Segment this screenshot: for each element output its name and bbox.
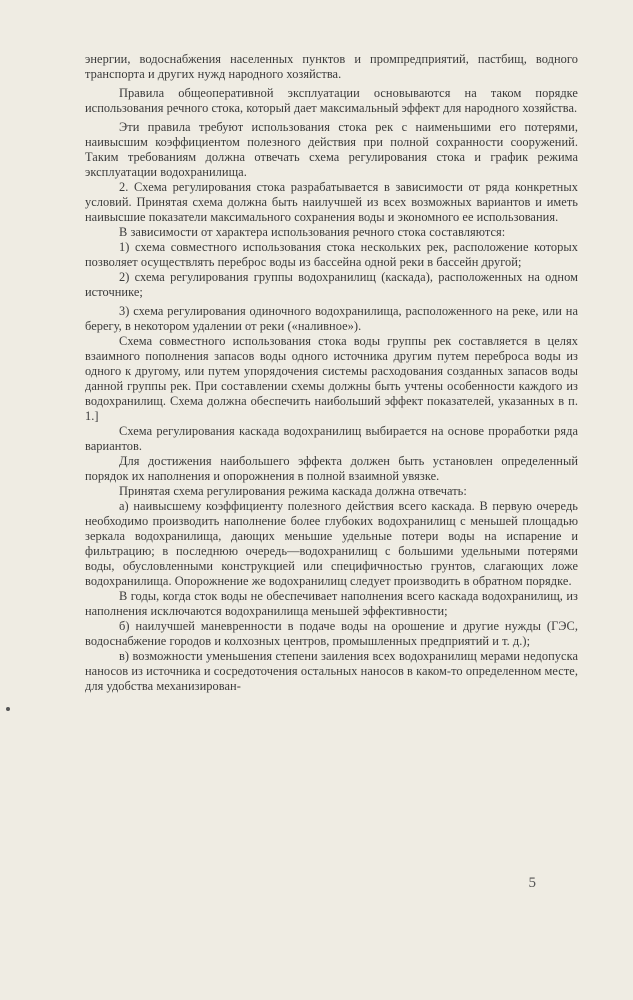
scan-speck	[6, 707, 10, 711]
paragraph-10: Схема регулирования каскада водохранилищ выбирается на основе проработки ряда вариантов.	[85, 424, 578, 453]
paragraph-4: 2. Схема регулирования стока разрабатывается в зависимости от ряда конкретных условий. Принятая схема должна быть наилучшей из всех возможных вариантов и иметь наивысшие показатели максимального сохранения воды и экономного ее использования.	[85, 180, 578, 224]
paragraph-15: б) наилучшей маневренности в подаче воды на орошение и другие нужды (ГЭС, водоснабжение городов и колхозных центров, промышленных предприятий и т. д.);	[85, 619, 578, 648]
paragraph-11: Для достижения наибольшего эффекта должен быть установлен определенный порядок их наполнения и опорожнения в полной взаимной увязке.	[85, 454, 578, 483]
paragraph-14: В годы, когда сток воды не обеспечивает наполнения всего каскада водохранилищ, из наполнения исключаются водохранилища меньшей эффективности;	[85, 589, 578, 618]
paragraph-16: в) возможности уменьшения степени заиления всех водохранилищ мерами недопуска наносов из источника и сосредоточения остальных наносов в каком-то определенном месте, для удобства механизирован-	[85, 649, 578, 693]
paragraph-9: Схема совместного использования стока воды группы рек составляется в целях взаимного пополнения запасов воды одного источника другим путем переброса воды из одного к другому, или путем упорядочения системы расходования созданных запасов воды данной группы рек. При составлении схемы должны быть учтены особенности каждого из водохранилищ. Схема должна обеспечить наибольший эффект показателей, указанных в п. 1.]	[85, 334, 578, 423]
paragraph-6: 1) схема совместного использования стока нескольких рек, расположение которых позволяет осуществлять переброс воды из бассейна одной реки в бассейн другой;	[85, 240, 578, 269]
page-number: 5	[528, 875, 536, 891]
paragraph-5: В зависимости от характера использования речного стока составляются:	[119, 225, 506, 239]
paragraph-12: Принятая схема регулирования режима каскада должна отвечать:	[119, 484, 467, 498]
paragraph-1: энергии, водоснабжения населенных пунктов и промпредприятий, пастбищ, водного транспорта и других нужд народного хозяйства.	[85, 52, 578, 81]
paragraph-8: 3) схема регулирования одиночного водохранилища, расположенного на реке, или на берегу, в некотором удалении от реки («наливное»).	[85, 304, 578, 333]
paragraph-13: а) наивысшему коэффициенту полезного действия всего каскада. В первую очередь необходимо производить наполнение более глубоких водохранилищ с меньшей площадью зеркала водохранилища, дающих меньшие удельные потери воды на испарение и фильтрацию; в последнюю очередь—водохранилищ с большими удельными потерями воды, обусловленными конструкцией или специфичностью грунтов, слагающих ложе водохранилища. Опорожнение же водохранилищ следует производить в обратном порядке.	[85, 499, 578, 588]
paragraph-3: Эти правила требуют использования стока рек с наименьшими его потерями, наивысшим коэффициентом полезного действия при полной сохранности сооружений. Таким требованиям должна отвечать схема регулирования стока и график режима эксплуатации водохранилища.	[85, 120, 578, 179]
paragraph-2: Правила общеоперативной эксплуатации основываются на таком порядке использования речного стока, который дает максимальный эффект для народного хозяйства.	[85, 86, 578, 115]
paragraph-7: 2) схема регулирования группы водохранилищ (каскада), расположенных на одном источнике;	[85, 270, 578, 299]
